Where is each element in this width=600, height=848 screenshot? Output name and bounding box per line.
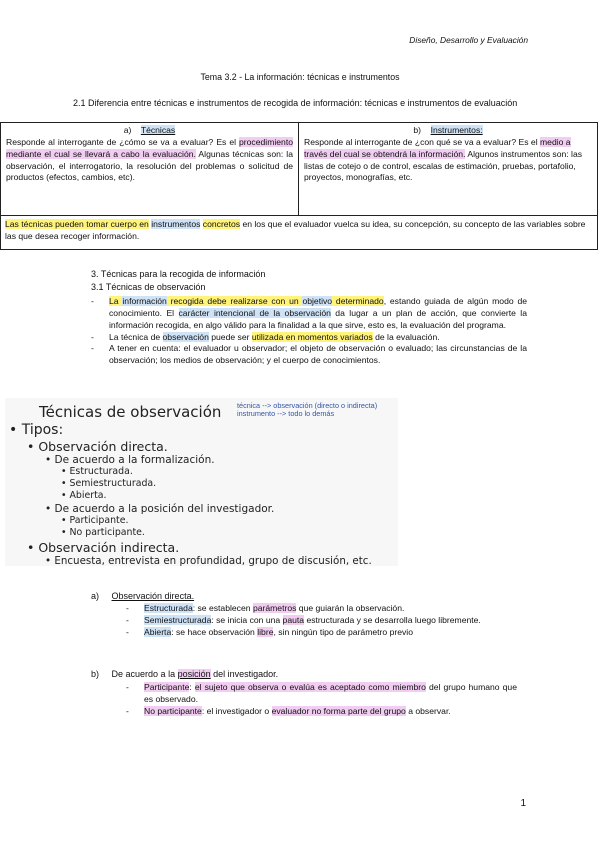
part-b-pre: De acuerdo a la [111,669,178,679]
b1-i: da lugar a un plan de acción, que convierte la información recogida, en algo válido para la finalidad a la que sirve, esto es, la evaluación del programa. [109,307,527,330]
dash-marker: - [126,626,129,637]
b1-f: determinado [335,296,384,306]
slide-participante: • Participante. [61,515,129,526]
pa3-a: : se hace observación [171,626,258,637]
pb2-c: a observar. [405,705,451,716]
pb1-c: del grupo humano que es observado. [144,682,517,704]
instruments-text-1: Responde al interrogante de ¿con qué se va a evaluar? Es el [304,136,541,147]
instruments-letter: b) [413,125,422,135]
part-b-heading [91,668,278,680]
slide-note [237,402,377,418]
dash-marker: - [91,343,94,354]
section-3-title: 3. Técnicas para la recogida de información [91,269,266,279]
part-a-title: Observación directa. [111,591,195,601]
part-a-heading [91,590,194,602]
dash-marker: - [126,705,129,716]
term-participante: Participante [144,682,190,692]
list-item [126,615,527,627]
instruments-cell [299,123,597,215]
pa2-b: pauta [282,614,305,625]
list-item [126,603,527,615]
pa2-c: estructurada y se desarrolla luego libremente. [304,614,481,625]
techniques-cell [1,123,299,215]
slide-formalizacion: • De acuerdo a la formalización. [45,454,215,466]
dash-marker: - [126,603,129,613]
slide-title: Técnicas de observación [39,403,222,421]
instruments-text-2: Algunos instrumentos son: las listas de cotejo o de control, escalas de estimación, pruebas, portafolio, proyectos, monografías, etc. [304,148,583,183]
b1-d: objetivo [302,296,333,306]
list-item [91,332,527,344]
pb2-b: evaluador no forma parte del grupo [271,705,406,716]
slide-image [5,398,398,566]
slide-estructurada: • Estructurada. [61,466,133,477]
pb2-a: : el investigador o [201,705,272,716]
b1-h: carácter intencional de la observación [178,307,331,318]
term-no-participante: No participante [144,705,202,716]
dash-marker: - [91,331,94,342]
pa1-c: que guiarán la observación. [296,603,405,613]
topic-title: Tema 3.2 - La información: técnicas e instrumentos [200,72,400,82]
term-abierta: Abierta [144,626,172,637]
dash-marker: - [126,614,129,625]
summary-highlight-1: Las técnicas pueden tomar cuerpo en [5,219,149,229]
b2-b: observación [162,331,209,342]
techniques-letter: a) [123,125,132,135]
techniques-highlight: procedimiento mediante el cual se llevará a cabo la evaluación. [6,136,293,159]
dash-marker: - [91,296,94,306]
running-header: Diseño, Desarrollo y Evaluación [409,35,528,45]
slide-encuesta: • Encuesta, entrevista en profundidad, grupo de discusión, etc. [45,555,372,567]
list-item [126,682,517,706]
part-a-list [126,603,527,639]
part-b-post: del investigador. [210,669,279,679]
list-item [91,296,527,332]
pa1-a: : se establecen [192,603,253,613]
pa3-b: libre [257,626,274,637]
pb1-a: : [189,682,195,692]
techniques-text-2: Algunas técnicas son: la observación, el interrogatorio, la resolución del problemas o solicitud de productos (efectos, cambios, etc). [6,148,293,183]
b1-g: , estando guiada de algún modo de conocimiento. El [109,296,528,318]
pb1-b: el sujeto que observa o evalúa es aceptado como miembro [194,682,426,692]
slide-posicion: • De acuerdo a la posición del investigador. [45,503,275,515]
term-semiestructurada: Semiestructurada [144,614,212,625]
slide-no-participante: • No participante. [61,527,145,538]
part-b-letter: b) [91,669,100,679]
list-item [126,706,517,718]
slide-indirecta: • Observación indirecta. [27,540,180,555]
instruments-highlight: medio a través del cual se obtendrá la información. [304,136,571,159]
observation-bullets [91,296,527,367]
part-b-posicion: posición [177,669,211,679]
slide-note-1: técnica --> observación (directo o indirecta) [237,401,378,410]
slide-semiestructurada: • Semiestructurada. [61,478,157,489]
b2-d: utilizada en momentos variados [251,331,373,342]
part-a-letter: a) [91,591,100,601]
b2-e: de la evaluación. [372,331,440,342]
list-item [91,343,527,367]
b3: A tener en cuenta: el evaluador u observador; el objeto de observación o evaluado; las circunstancias de la observación; los medios de observación; y el cuerpo de conocimientos. [109,343,527,366]
techniques-text-1: Responde al interrogante de ¿cómo se va a evaluar? Es el [6,136,240,147]
section-3-1-title: 3.1 Técnicas de observación [91,282,206,292]
section-2-1-heading: 2.1 Diferencia entre técnicas e instrumentos de recogida de información: técnicas e instrumentos de evaluación [73,98,518,108]
slide-abierta: • Abierta. [61,490,107,501]
b2-c: puede ser [208,331,252,342]
pa3-c: , sin ningún tipo de parámetro previo [273,626,413,637]
b1-a: La [109,296,123,306]
pa1-b: parámetros [252,603,297,613]
summary-text: en los que el evaluador vuelca su idea, su concepción, su concepto de las variables sobre las que desea recoger información. [5,219,586,241]
part-b-list [126,682,517,718]
summary-highlight-2: instrumentos [151,219,201,229]
slide-directa: • Observación directa. [27,439,168,454]
techniques-title: Técnicas [140,125,176,135]
b1-c: recogida debe realizarse con un [166,296,303,306]
page-number: 1 [520,798,526,809]
list-item [126,627,527,639]
techniques-vs-instruments-table [0,122,598,250]
techniques-heading [6,125,293,137]
slide-note-2: instrumento --> todo lo demás [237,409,335,419]
summary-highlight-3: concretos [202,219,241,229]
term-estructurada: Estructurada [144,603,193,613]
b1-b: información [122,296,167,306]
pa2-a: : se inicia con una [211,614,283,625]
b2-a: La técnica de [109,331,163,342]
instruments-heading [304,125,592,137]
slide-tipos: • Tipos: [9,422,64,438]
instruments-title: Instrumentos: [430,125,483,135]
table-summary-row [1,216,597,249]
dash-marker: - [126,682,129,692]
